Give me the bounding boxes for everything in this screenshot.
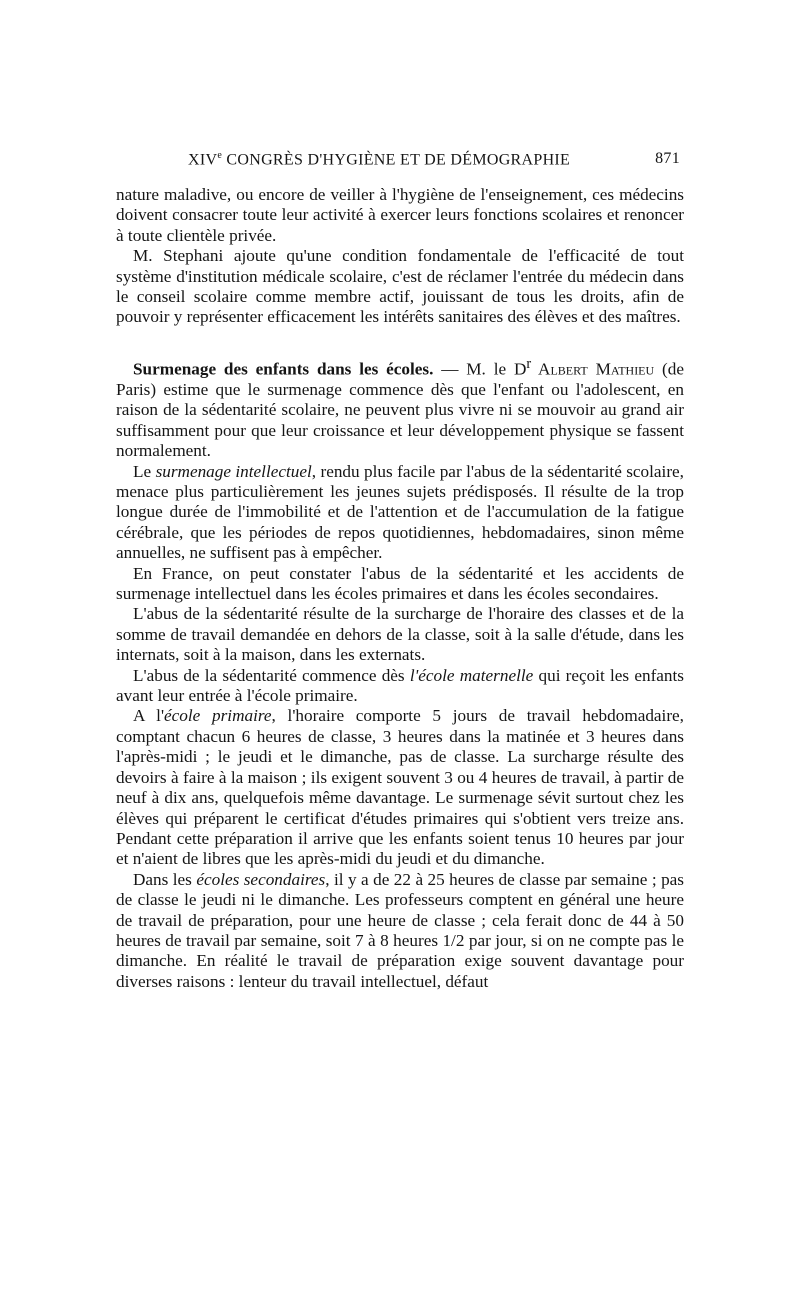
paragraph-france: En France, on peut constater l'abus de la sédentarité et les accidents de surmenage intellectuel dans les écoles primaires et dans les écoles secondaires. bbox=[116, 563, 684, 604]
header-title: XIVe CONGRÈS D'HYGIÈNE ET DE DÉMOGRAPHIE bbox=[188, 150, 571, 169]
paragraph-continuation: nature maladive, ou encore de veiller à l'hygiène de l'enseignement, ces médecins doivent consacrer toute leur activité à exercer leurs fonctions scolaires et renoncer à toute clientèle privée. bbox=[116, 185, 684, 245]
paragraph-surmenage-intellectuel: Le surmenage intellectuel, rendu plus facile par l'abus de la sédentarité scolaire, menace plus particulièrement les jeunes sujets prédisposés. Il résulte de la trop longue durée de l'immobilité et de l'attention et de l'accumulation de la fatigue cérébrale, que les périodes de repos quotidiennes, hebdomadaires, sinon même annuelles, ne suffisent pas à empêcher. bbox=[116, 461, 684, 563]
paragraph-ecoles-secondaires: Dans les écoles secondaires, il y a de 22 à 25 heures de classe par semaine ; pas de classe le jeudi ni le dimanche. Les professeurs comptent en général une heure de travail de préparation, pour une heure de classe ; cela ferait donc de 44 à 50 heures de travail par semaine, soit 7 à 8 heures 1/2 par jour, si on ne compte pas le dimanche. En réalité le travail de préparation exige souvent davantage pour diverses raisons : lenteur du travail intellectuel, défaut bbox=[116, 869, 684, 991]
section-heading: Surmenage des enfants dans les écoles. bbox=[133, 359, 434, 379]
page-number: 871 bbox=[655, 150, 680, 167]
paragraph-abus-sedentarite: L'abus de la sédentarité résulte de la surcharge de l'horaire des classes et de la somme de travail demandée en dehors de la classe, soit à la salle d'étude, dans les internats, soit à la maison, dans les externats. bbox=[116, 604, 684, 665]
speaker-name: Albert Mathieu bbox=[531, 359, 655, 379]
body-text bbox=[116, 185, 684, 992]
paragraph-surmenage-intro: Surmenage des enfants dans les écoles. — M. le $D^r$ Albert Mathieu (de Paris) estime que le surmenage commence dès que l'enfant ou l'adolescent, en raison de la sédentarité scolaire, ne peuvent plus vivre ni se mouvoir au grand air suffisamment pour que leur croissance et leur développement physique se fassent normalement. bbox=[116, 355, 684, 461]
paragraph-ecole-primaire: A l'école primaire, l'horaire comporte 5 jours de travail hebdomadaire, comptant chacun 6 heures de classe, 3 heures dans la matinée et 3 heures dans l'après-midi ; le jeudi et le dimanche, pas de classe. La surcharge résulte des devoirs à faire à la maison ; ils exigent souvent 3 ou 4 heures de travail, à partir de neuf à dix ans, quelquefois même davantage. Le surmenage sévit surtout chez les élèves qui préparent le certificat d'études primaires qui s'obtient vers treize ans. Pendant cette préparation il arrive que les enfants soient tenus 10 heures par jour et n'aient de libres que les après-midi du jeudi et du dimanche. bbox=[116, 706, 684, 869]
paragraph-stephani: M. Stephani ajoute qu'une condition fondamentale de l'efficacité de tout système d'institution médicale scolaire, c'est de réclamer l'entrée du médecin dans le conseil scolaire comme membre actif, jouissant de tous les droits, afin de pouvoir y représenter efficacement les intérêts sanitaires des élèves et des maîtres. bbox=[116, 246, 684, 327]
paragraph-ecole-maternelle: L'abus de la sédentarité commence dès l'école maternelle qui reçoit les enfants avant leur entrée à l'école primaire. bbox=[116, 665, 684, 706]
running-header bbox=[116, 150, 680, 174]
